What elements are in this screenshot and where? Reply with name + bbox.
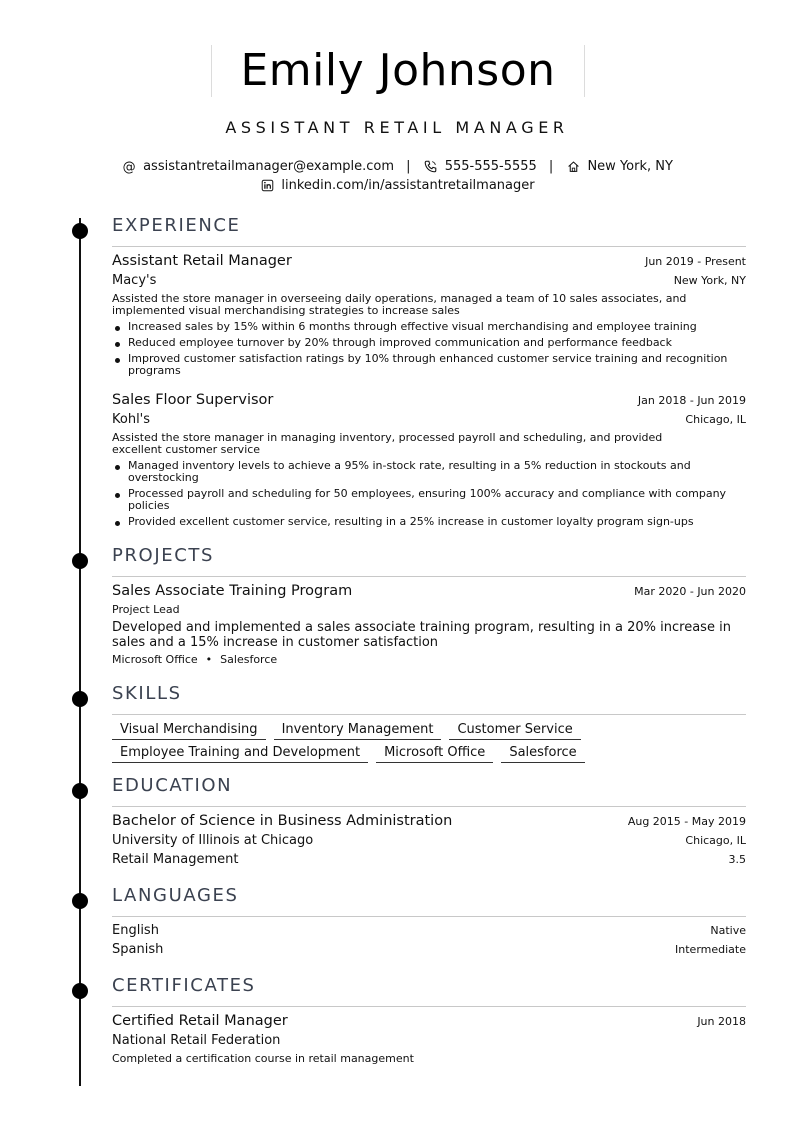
section-title-education: EDUCATION (112, 775, 233, 796)
experience-summary: Assisted the store manager in overseeing daily operations, managed a team of 10 sales associates, and implemented visual merchandising strategies to increase sales (112, 292, 687, 317)
timeline-dot-education (72, 783, 88, 799)
education-school-row (112, 833, 746, 848)
gpa: 3.5 (728, 853, 746, 866)
experience-company: Kohl's (112, 412, 151, 427)
project-tools (112, 653, 277, 666)
experience-role: Sales Floor Supervisor (112, 392, 274, 408)
project-role: Project Lead (112, 603, 180, 616)
section-title-projects: PROJECTS (112, 545, 215, 566)
section-title-experience: EXPERIENCE (112, 215, 241, 236)
section-divider (112, 916, 746, 917)
location-text: New York, NY (587, 159, 673, 174)
section-divider (112, 806, 746, 807)
certificate-name: Certified Retail Manager (112, 1013, 288, 1029)
project-description: Developed and implemented a sales associate training program, resulting in a 20% increase in sales and a 15% increase in customer satisfaction (112, 620, 731, 650)
list-item: Provided excellent customer service, resulting in a 25% increase in customer loyalty program sign-ups (112, 516, 732, 528)
education-field-row (112, 852, 746, 867)
section-title-skills: SKILLS (112, 683, 182, 704)
experience-location: Chicago, IL (685, 413, 746, 426)
name-frame (211, 45, 585, 97)
experience-role: Assistant Retail Manager (112, 253, 292, 269)
field-of-study: Retail Management (112, 852, 239, 867)
phone-icon (423, 160, 439, 175)
experience-2-bullets (112, 460, 732, 532)
project-tool: Salesforce (220, 653, 278, 666)
resume-header (0, 0, 794, 210)
section-divider (112, 714, 746, 715)
school-name: University of Illinois at Chicago (112, 833, 314, 848)
certificate-description: Completed a certification course in retail management (112, 1052, 414, 1065)
list-item: Managed inventory levels to achieve a 95% in-stock rate, resulting in a 5% reduction in stockouts and overstocking (112, 460, 732, 484)
skills-row (112, 744, 746, 763)
project-dates: Mar 2020 - Jun 2020 (634, 585, 746, 598)
skill-tag: Employee Training and Development (112, 744, 368, 763)
skill-tag: Microsoft Office (376, 744, 493, 763)
skill-tag: Customer Service (449, 721, 580, 740)
list-item: Processed payroll and scheduling for 50 employees, ensuring 100% accuracy and compliance with company policies (112, 488, 732, 512)
school-location: Chicago, IL (685, 834, 746, 847)
degree: Bachelor of Science in Business Administration (112, 813, 453, 829)
home-icon (565, 160, 581, 175)
certificate-header (112, 1013, 746, 1029)
timeline-dot-certificates (72, 983, 88, 999)
certificate-date: Jun 2018 (697, 1015, 746, 1028)
experience-1-bullets (112, 321, 732, 381)
section-title-languages: LANGUAGES (112, 885, 239, 906)
certificate-issuer: National Retail Federation (112, 1033, 281, 1048)
candidate-name: Emily Johnson (240, 45, 556, 96)
section-divider (112, 246, 746, 247)
experience-1-header (112, 253, 746, 269)
email-link[interactable]: assistantretailmanager@example.com (143, 159, 395, 174)
timeline-dot-languages (72, 893, 88, 909)
experience-2-header (112, 392, 746, 408)
phone-number[interactable]: 555-555-5555 (444, 159, 537, 174)
contact-line-1 (0, 159, 794, 175)
timeline-line (79, 218, 81, 1086)
linkedin-link[interactable]: linkedin.com/in/assistantretailmanager (281, 178, 535, 193)
list-item: Reduced employee turnover by 20% through improved communication and performance feedback (112, 337, 732, 349)
experience-dates: Jan 2018 - Jun 2019 (637, 394, 746, 407)
language-row (112, 923, 746, 938)
language-row (112, 942, 746, 957)
experience-2-company-row (112, 412, 746, 427)
timeline-dot-experience (72, 223, 88, 239)
project-tool: Microsoft Office (112, 653, 198, 666)
section-divider (112, 1006, 746, 1007)
project-name: Sales Associate Training Program (112, 583, 353, 599)
experience-1-company-row (112, 273, 746, 288)
language-level: Native (710, 924, 746, 937)
skills-row (112, 721, 746, 740)
experience-location: New York, NY (673, 274, 746, 287)
list-item: Improved customer satisfaction ratings by 10% through enhanced customer service training and recognition programs (112, 353, 732, 377)
language-name: English (112, 923, 159, 938)
section-divider (112, 576, 746, 577)
certificate-issuer-row (112, 1033, 746, 1048)
project-header (112, 583, 746, 599)
job-title: ASSISTANT RETAIL MANAGER (225, 118, 569, 137)
section-title-certificates: CERTIFICATES (112, 975, 256, 996)
skills-list (112, 721, 746, 767)
skill-tag: Visual Merchandising (112, 721, 266, 740)
education-dates: Aug 2015 - May 2019 (627, 815, 746, 828)
language-level: Intermediate (675, 943, 746, 956)
timeline-dot-skills (72, 691, 88, 707)
skill-tag: Salesforce (501, 744, 584, 763)
language-name: Spanish (112, 942, 164, 957)
education-header (112, 813, 746, 829)
skill-tag: Inventory Management (274, 721, 442, 740)
separator: | (548, 159, 554, 174)
linkedin-icon (259, 179, 275, 194)
at-icon: @ (122, 160, 136, 175)
experience-summary: Assisted the store manager in managing inventory, processed payroll and scheduling, and provided excellent customer service (112, 431, 663, 456)
contact-line-2 (0, 178, 794, 194)
experience-company: Macy's (112, 273, 157, 288)
list-item: Increased sales by 15% within 6 months through effective visual merchandising and employee training (112, 321, 732, 333)
timeline-dot-projects (72, 553, 88, 569)
experience-dates: Jun 2019 - Present (645, 255, 746, 268)
tool-separator: • (205, 653, 213, 666)
separator: | (406, 159, 411, 174)
